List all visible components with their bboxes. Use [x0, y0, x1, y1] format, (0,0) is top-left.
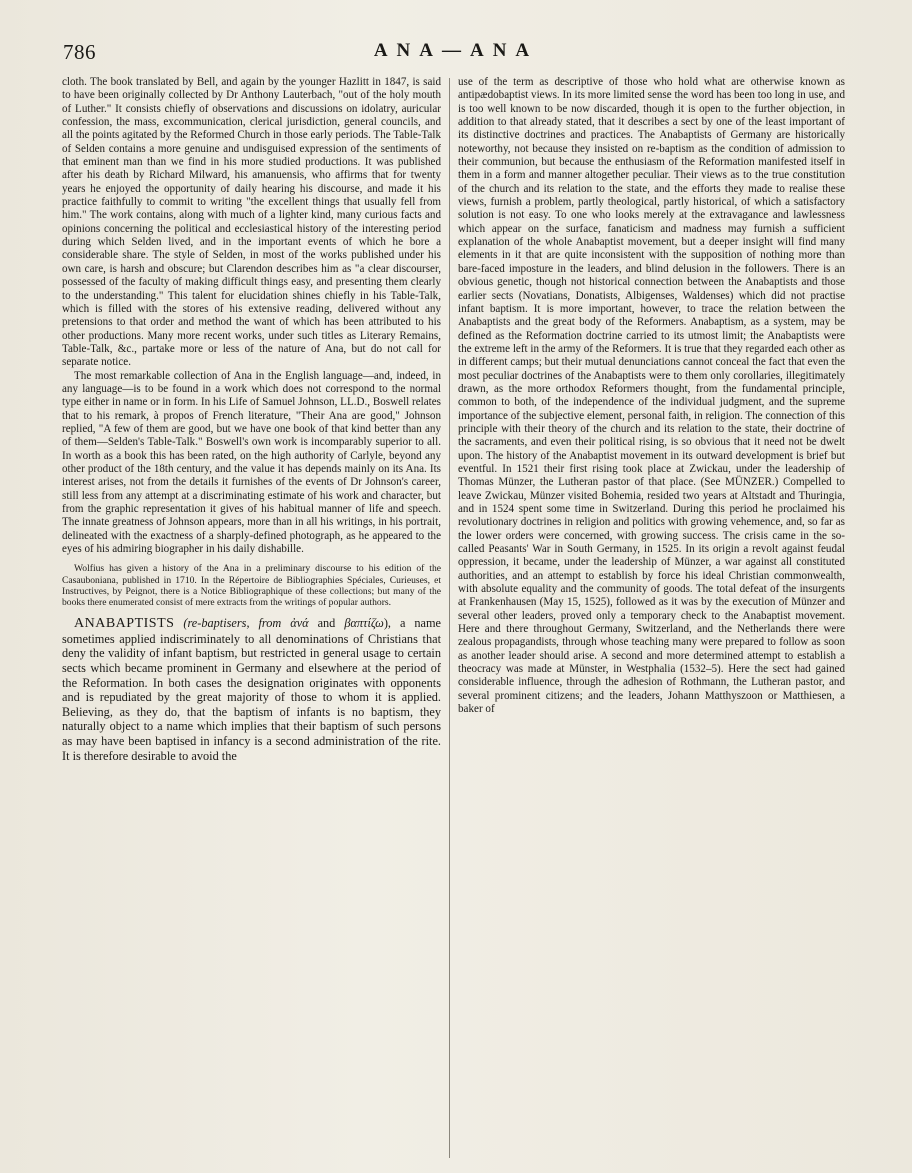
greek-word-ana: ἀνά	[290, 616, 309, 631]
right-column	[458, 76, 845, 1166]
column-divider	[449, 78, 450, 1158]
paragraph-table-talk: cloth. The book translated by Bell, and again by the younger Hazlitt in 1847, is said to have been originally collected by Dr Anthony Lauterbach, "out of the holy mouth of Luther." It consists chiefly of observations and discussions on idolatry, auricular confession, the mass, excommunication, clerical jurisdiction, general councils, and all the points agitated by the Reformed Church in those early periods. The Table-Talk of Selden contains a more genuine and undisguised expression of the sentiments of that eminent man than we find in his more studied productions. It was published after his death by Richard Milward, his amanuensis, who affirms that for twenty years he enjoyed the opportunity of daily hearing his discourse, and made it his practice faithfully to commit to writing "the excellent things that usually fell from him." The work contains, along with much of a lighter kind, many curious facts and opinions concerning the political and ecclesiastical history of the interesting period during which Selden lived, and in the important events of which he bore a considerable share. The style of Selden, in most of the works published under his own care, is harsh and obscure; but Clarendon describes him as "a clear discourser, possessed of the faculty of making difficult things easy, and presenting them clearly to the understanding." This talent for elucidation shines chiefly in his Table-Talk, which is filled with the stores of his extensive reading, delivered without any pretensions to that order and method the want of which has been attributed to his other productions. Many more recent works, under such titles as Literary Remains, Table-Talk, &c., partake more or less of the nature of Ana, but do not call for separate notice.	[62, 76, 441, 369]
entry-headword: ANABAPTISTS	[74, 616, 175, 632]
entry-body: ), a name sometimes applied indiscriminately to all denominations of Christians that deny the validity of infant baptism, but restricted in general usage to certain sects which became prominent in Germany and elsewhere at the period of the Reformation. In both cases the designation originates with opponents and is repudiated by the great majority of those to whom it is applied. Believing, as they do, that the baptism of infants is no baptism, they naturally object to a name which implies that their baptism of such persons as may have been baptised in infancy is a second administration of the rite. It is therefore desirable to avoid the	[62, 616, 441, 763]
greek-word-baptizo: βαπτίζω	[344, 616, 384, 631]
left-column	[62, 76, 441, 1166]
entry-anabaptists	[62, 616, 441, 763]
entry-etymology-conjunction: and	[317, 616, 336, 631]
running-head: ANA—ANA	[373, 40, 539, 61]
page-number: 786	[63, 40, 96, 64]
paragraph-boswell-johnson: The most remarkable collection of Ana in the English language—and, indeed, in any language—is to be found in a work which does not correspond to the normal type either in name or in form. In his Life of Samuel Johnson, LL.D., Boswell relates that to his remark, à propos of French literature, "Their Ana are good," Johnson replied, "A few of them are good, but we have one book of that kind better than any of them—Selden's Table-Talk." Boswell's own work is incomparably superior to all. In worth as a book this has been rated, on the high authority of Carlyle, beyond any other product of the 18th century, and the value it has depends mainly on its Ana. Its interest arises, not from the details it furnishes of the events of Dr Johnson's career, still less from any attempt at a discriminating estimate of his work and character, but from the graphic representation it gives of his habitual manner of life and speech. The innate greatness of Johnson appears, more than in all his writings, in his portrait, delineated with the exactness of a sharply-defined photograph, as he appeared to the eyes of his admiring biographer in his daily dishabille.	[62, 369, 441, 556]
paragraph-anabaptists-continued: use of the term as descriptive of those who hold what are otherwise known as antipædobaptist views. In its more limited sense the word has been too long in use, and is too well known to be now discarded, though it is open to the further objection, in addition to that already stated, that it describes a sect by one of the least important of its distinctive doctrines and practices. The Anabaptists of Germany are historically noteworthy, not because they insisted on re-baptism as the condition of admission to their communion, but because the enthusiasm of the Reformation manifested itself in them in a form and manner altogether peculiar. Their views as to the true constitution of the church and its relation to the state, and the efforts they made to realise these views, furnish a problem, partly theological, partly historical, of which a satisfactory solution is not easy. To one who looks merely at the extravagance and lawlessness which appear on the surface, fanaticism and madness may furnish a sufficient explanation of the whole Anabaptist movement, but a deeper insight will find many elements in it that are quite inconsistent with the supposition of nothing more than bare-faced imposture in the leaders, and blind delusion in the followers. There is an obvious genetic, though not historical connection between the Anabaptists and those earlier sects (Novatians, Donatists, Albigenses, Waldenses) which did not practise infant baptism. It is more important, however, to trace the relation between the Anabaptists and the great body of the Reformers. Anabaptism, as a system, may be defined as the Reformation doctrine carried to its utmost limit; the Anabaptists were the extreme left in the army of the Reformers. It is true that they regarded each other as in different camps; but their mutual denunciations cannot conceal the fact that even the most peculiar doctrines of the Anabaptists were to them only corollaries, illegitimately drawn, as the more orthodox Reformers thought, from the fundamental principle, common to both, of the independence of the individual judgment, and the supreme importance of the subjective element, personal faith, in religion. The connection of this principle with their theory of the church and its relation to the state, their doctrine of the sacraments, and even their political rising, is so obvious that it need not be dwelt upon. The history of the Anabaptist movement in its outward development is brief but eventful. In 1521 their first rising took place at Zwickau, under the leadership of Thomas Münzer, the Lutheran pastor of that place. (See MÜNZER.) Compelled to leave Zwickau, Münzer visited Bohemia, resided two years at Altstadt and Thuringia, and in 1524 spent some time in Switzerland. During this period he proclaimed his revolutionary doctrines in religion and politics with growing vehemence, and, so far as the lower orders were concerned, with growing success. The crisis came in the so-called Peasants' War in South Germany, in 1525. In its origin a revolt against feudal oppression, it became, under the leadership of Münzer, a war against all constituted authorities, and an attempt to establish by force his ideal Christian commonwealth, with absolute equality and the community of goods. The total defeat of the insurgents at Frankenhausen (May 15, 1525), followed as it was by the execution of Münzer and several other leaders, proved only a temporary check to the Anabaptist movement. Here and there throughout Germany, Switzerland, and the Netherlands there were zealous propagandists, through whose teaching many were prepared to follow as soon as another leader should arise. A second and more determined attempt to establish a theocracy was made at Münster, in Westphalia (1532–5). Here the sect had gained considerable influence, through the adhesion of Rothmann, the Lutheran pastor, and several prominent citizens; and the leaders, Johann Matthyszoon or Matthiesen, a baker of	[458, 76, 845, 716]
entry-etymology-gloss: (re-baptisers, from	[183, 616, 282, 631]
footnote: Wolfius has given a history of the Ana in a preliminary discourse to his edition of the Casauboniana, published in 1710. In the Répertoire de Bibliographies Spéciales, Curieuses, et Instructives, by Peignot, there is a Notice Bibliographique of these collections; but many of the books there enumerated consist of mere extracts from the writings of popular authors.	[62, 563, 441, 608]
